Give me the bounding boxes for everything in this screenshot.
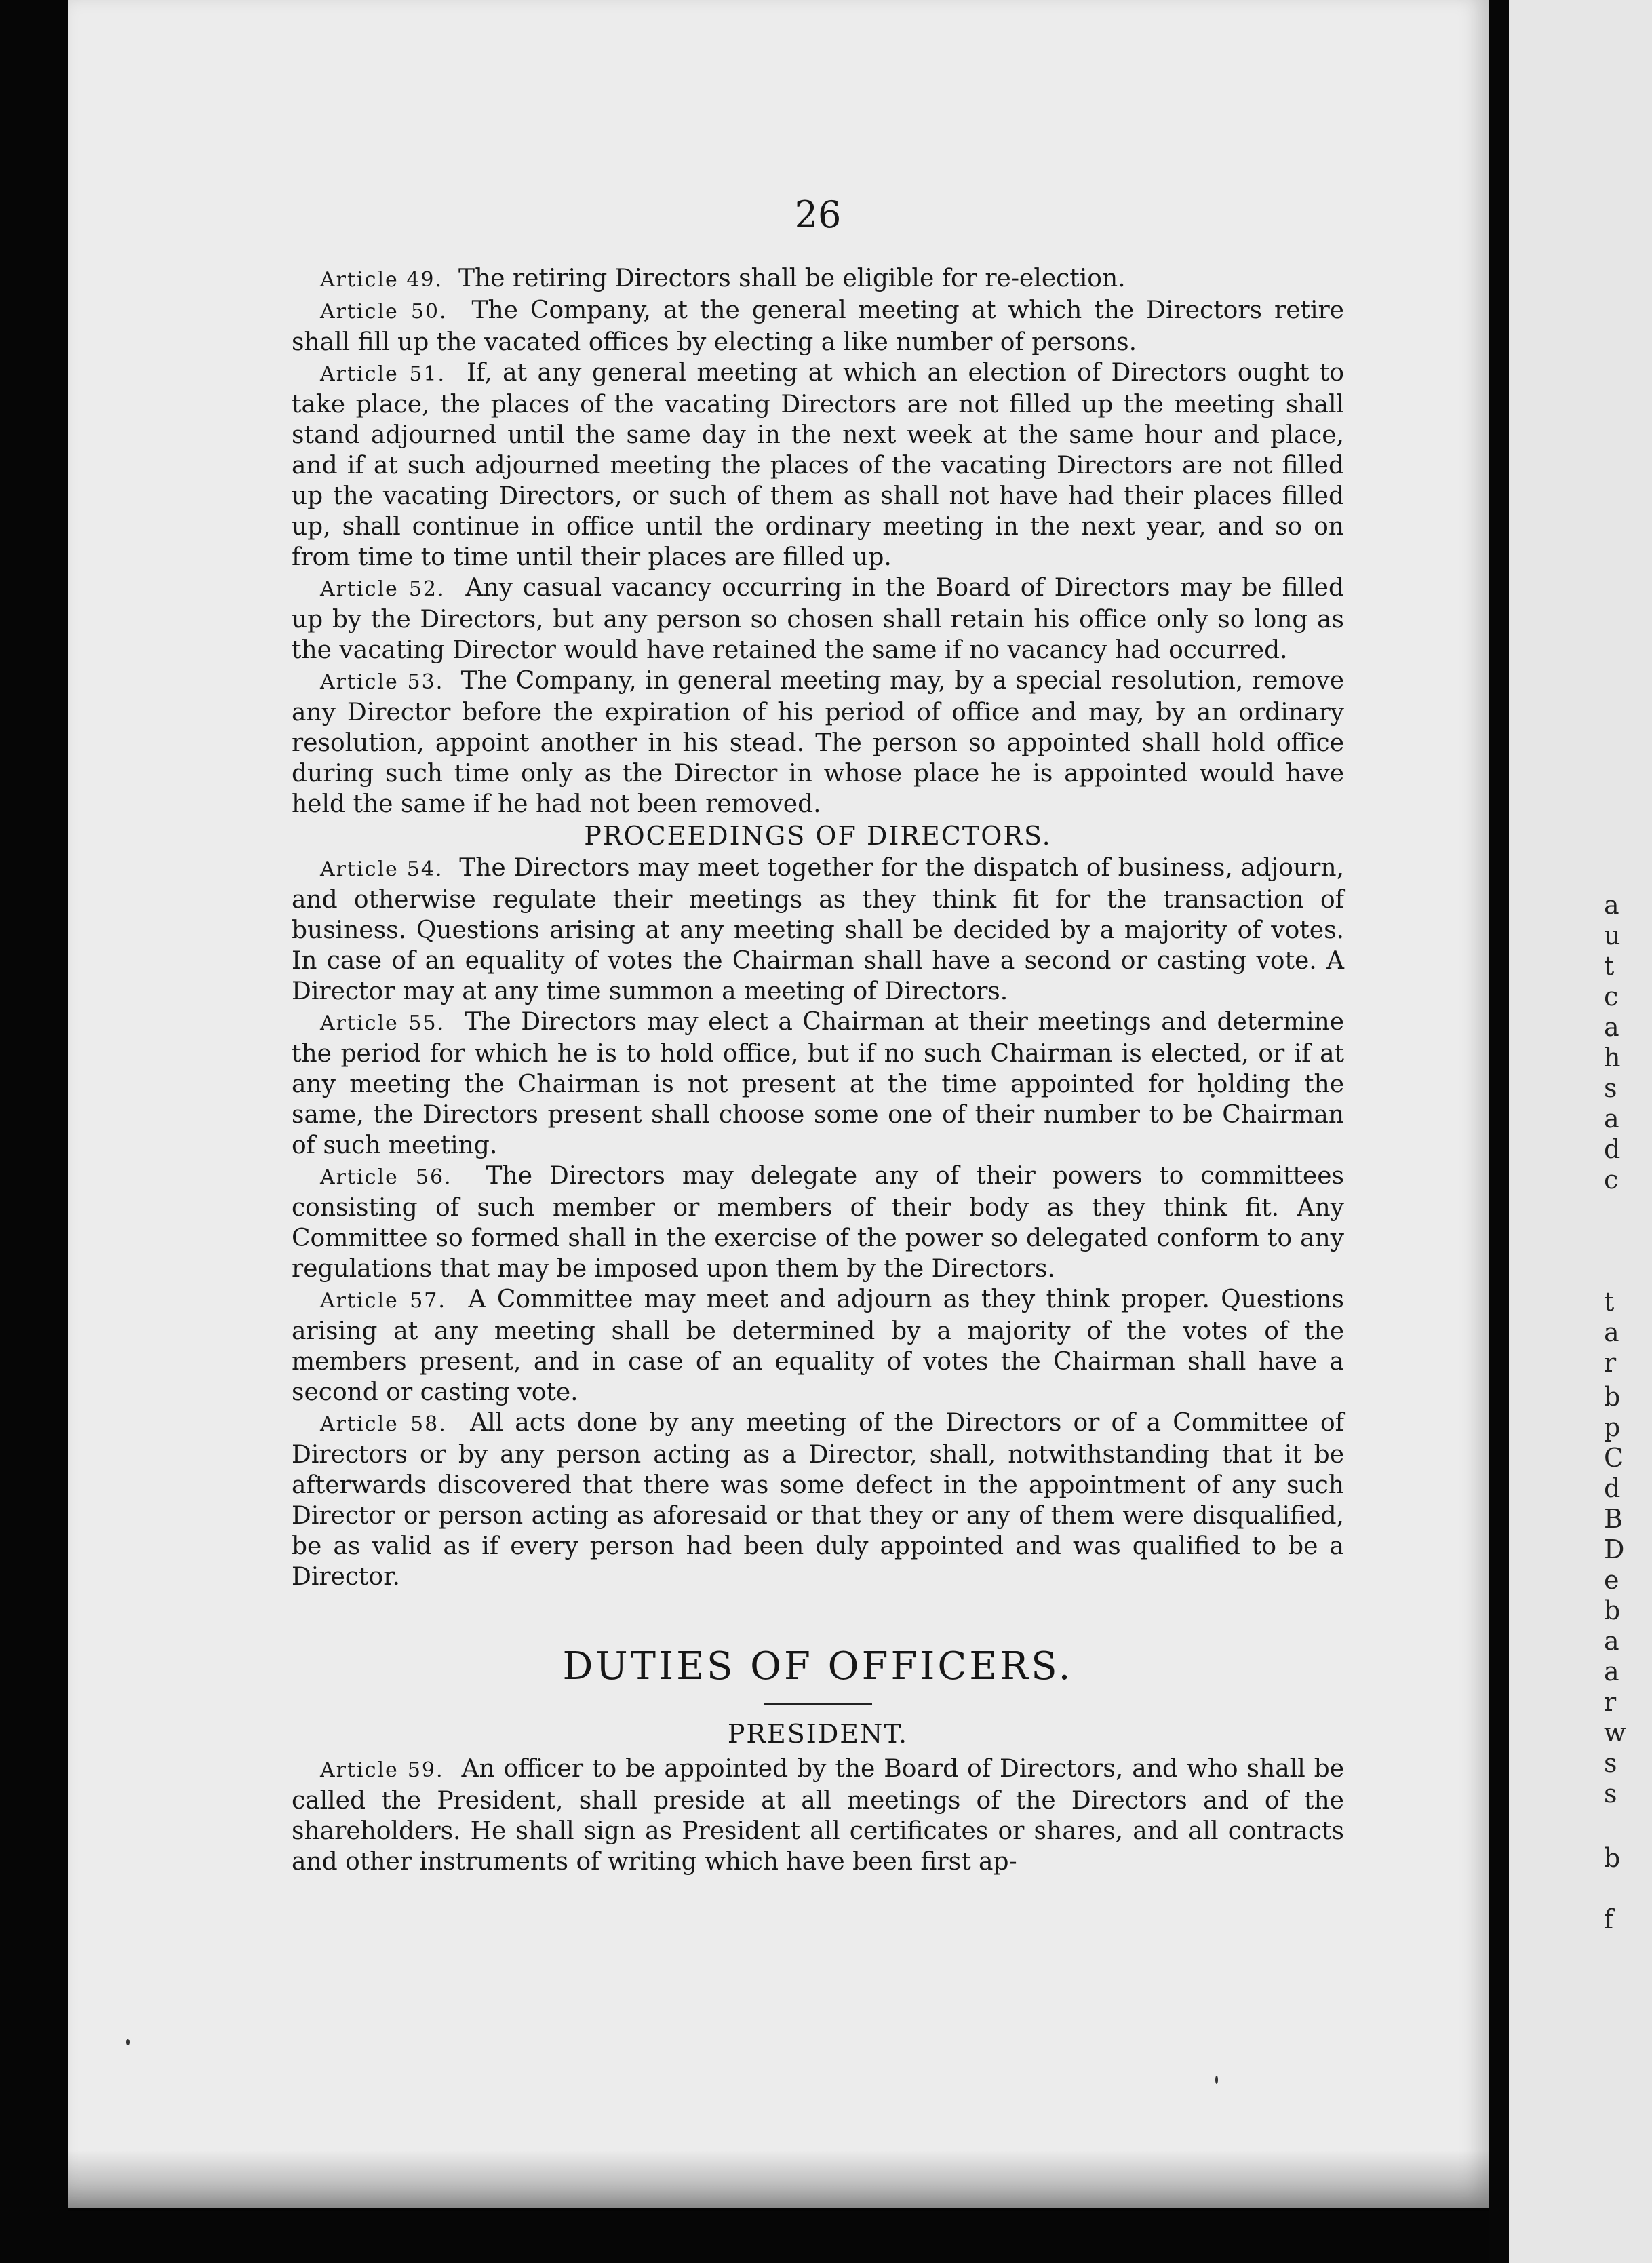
article-label: Article 53. (320, 670, 444, 694)
article-label: Article 56. (320, 1165, 452, 1189)
article-56 (292, 1161, 1344, 1284)
adjacent-page-fragment: r (1604, 1687, 1617, 1717)
scan-speck (1215, 2076, 1218, 2084)
adjacent-page-fragment: e (1604, 1565, 1619, 1595)
adjacent-page-fragment: h (1604, 1043, 1621, 1072)
article-50 (292, 295, 1344, 357)
adjacent-page-fragment: f (1604, 1904, 1614, 1934)
article-57 (292, 1284, 1344, 1408)
article-text: The Company, at the general meeting at which the Directors retire shall fill up the vacated offices by electing a like number of persons. (292, 296, 1344, 356)
adjacent-page-fragment: c (1604, 1165, 1619, 1195)
article-59 (292, 1754, 1344, 1877)
article-text: The Directors may meet together for the dispatch of business, adjourn, and otherwise regulate their meetings as they think fit for the transaction of business. Questions arising at any meeting shall be decided by a majority of votes. In case of an equality of votes the Chairman shall have a second or casting vote. A Director may at any time summon a meeting of Directors. (292, 854, 1345, 1005)
article-text: All acts done by any meeting of the Directors or of a Committee of Directors or by any person acting as a Director, shall, notwithstanding that it be afterwards discovered that there was some defect in the appointment of any such Director or person acting as aforesaid or that they or any of them were disqualified, be as valid as if every person had been duly appointed and was qualified to be a Director. (292, 1409, 1345, 1591)
adjacent-page-fragment: s (1604, 1073, 1617, 1103)
adjacent-page-fragment: d (1604, 1134, 1621, 1164)
adjacent-page-fragment: c (1604, 982, 1619, 1011)
scan-speck (126, 2039, 130, 2045)
adjacent-page-fragment: r (1604, 1348, 1617, 1378)
adjacent-page-fragment: w (1604, 1718, 1626, 1747)
article-label: Article 59. (320, 1758, 444, 1782)
adjacent-page-fragment: s (1604, 1779, 1617, 1809)
page-number: 26 (794, 193, 842, 236)
article-53 (292, 665, 1344, 819)
adjacent-page-fragment: a (1604, 890, 1619, 920)
adjacent-page-fragment: s (1604, 1748, 1617, 1778)
page-edge-shadow (68, 2150, 1489, 2211)
adjacent-page-fragment: a (1604, 1012, 1619, 1042)
article-label: Article 49. (320, 268, 444, 292)
article-label: Article 51. (320, 362, 446, 386)
adjacent-page-fragment: a (1604, 1104, 1619, 1134)
adjacent-page-fragment: a (1604, 1626, 1619, 1656)
adjacent-page-fragment: D (1604, 1534, 1625, 1564)
heading-rule (764, 1703, 872, 1705)
proceedings-articles (292, 853, 1344, 1592)
adjacent-page-fragment: C (1604, 1443, 1624, 1473)
article-text: The Directors may delegate any of their powers to committees consisting of such member or members of their body as they think fit. Any Committee so formed shall in the exercise of the power so delegated conform to any regulations that may be imposed upon them by the Directors. (292, 1162, 1345, 1283)
adjacent-page-fragment: B (1604, 1504, 1623, 1534)
article-text: An officer to be appointed by the Board of Directors, and who shall be called the President, shall preside at all meetings of the Directors and of the shareholders. He shall sign as President all certificates or shares, and all contracts and other instruments of writing which have been first ap- (292, 1755, 1344, 1876)
article-label: Article 52. (320, 577, 446, 601)
page-content (292, 193, 1345, 1877)
article-58 (292, 1408, 1344, 1592)
adjacent-page-fragment: b (1604, 1843, 1621, 1873)
article-text: The retiring Directors shall be eligible for re-election. (458, 265, 1126, 292)
adjacent-page-fragment: t (1604, 1287, 1615, 1317)
article-text: The Directors may elect a Chairman at their meetings and determine the period for which he is to hold office, but if no such Chairman is elected, or if at any meeting the Chairman is not present at the time appointed for holding the same, the Directors present shall choose some one of their number to be Chairman of such meeting. (292, 1008, 1345, 1159)
adjacent-page-fragment: p (1604, 1412, 1621, 1442)
article-label: Article 55. (320, 1011, 446, 1035)
article-49 (292, 263, 1344, 295)
section-heading-duties: DUTIES OF OFFICERS. (562, 1644, 1074, 1688)
article-text: If, at any general meeting at which an election of Directors ought to take place, the places of the vacating Directors are not filled up the meeting shall stand adjourned until the same day in the next week at the same hour and place, and if at such adjourned meeting the places of the vacating Directors are not filled up the vacating Directors, or such of them as shall not have had their places filled up, shall continue in office until the ordinary meeting in the next year, and so on from time to time until their places are filled up. (292, 359, 1345, 571)
adjacent-page-fragment: u (1604, 921, 1621, 950)
adjacent-page-fragment: a (1604, 1657, 1619, 1686)
article-label: Article 50. (320, 300, 448, 324)
article-55 (292, 1007, 1344, 1161)
article-text: The Company, in general meeting may, by a special resolution, remove any Director before the expiration of his period of office and may, by an ordinary resolution, appoint another in his stead. The person so appointed shall hold office during such time only as the Director in whose place he is appointed would have held the same if he had not been removed. (292, 667, 1344, 818)
officer-heading-president: PRESIDENT. (727, 1719, 909, 1749)
article-label: Article 57. (320, 1289, 446, 1313)
article-label: Article 58. (320, 1412, 447, 1436)
article-text: A Committee may meet and adjourn as they think proper. Questions arising at any meeting shall be determined by a majority of the votes of the members present, and in case of an equality of votes the Chairman shall have a second or casting vote. (292, 1285, 1345, 1406)
adjacent-page-fragment: a (1604, 1317, 1619, 1347)
adjacent-page-fragment: b (1604, 1382, 1621, 1412)
article-51 (292, 357, 1344, 573)
article-text: Any casual vacancy occurring in the Board of Directors may be filled up by the Directors, but any person so chosen shall retain his office only so long as the vacating Director would have retained the same if no vacancy had occurred. (292, 574, 1344, 664)
section-heading-proceedings: PROCEEDINGS OF DIRECTORS. (584, 821, 1052, 851)
article-52 (292, 573, 1344, 665)
adjacent-page-fragment: t (1604, 951, 1615, 981)
article-54 (292, 853, 1344, 1007)
adjacent-page-fragment: b (1604, 1595, 1621, 1625)
book-gutter (1489, 0, 1509, 2263)
adjacent-page-fragment: d (1604, 1473, 1621, 1503)
article-label: Article 54. (320, 857, 444, 881)
adjacent-page (1509, 0, 1652, 2263)
directors-articles (292, 263, 1344, 819)
